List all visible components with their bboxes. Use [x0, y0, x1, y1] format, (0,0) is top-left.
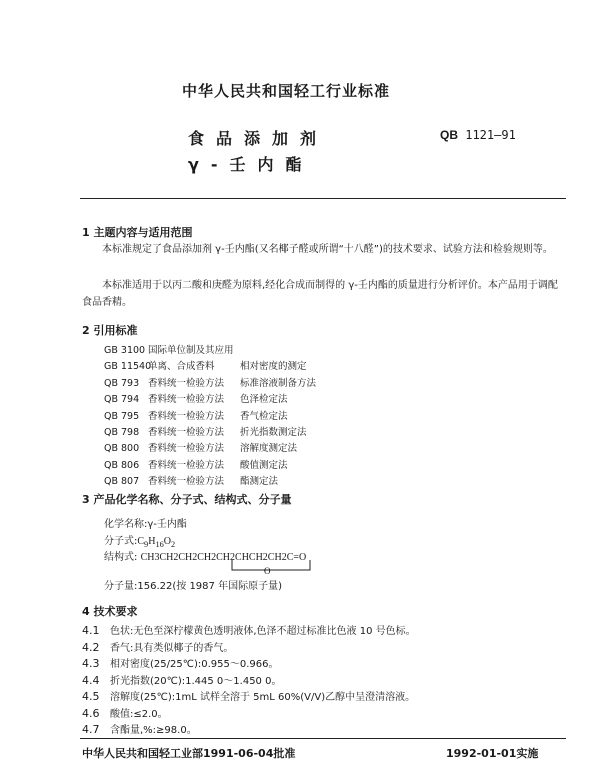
reference-a: 国际单位制及其应用 [148, 345, 234, 356]
standard-code [440, 128, 516, 142]
reference-code: QB 793 [104, 377, 140, 389]
ring-bond-line [232, 560, 310, 570]
title-line1: 食品添加剂 [188, 129, 329, 148]
requirement-text: 折光指数(20℃):1.445 0～1.450 0。 [110, 675, 282, 687]
reference-a: 香料统一检验方法 [148, 394, 225, 406]
reference-row [104, 473, 278, 487]
reference-row [104, 457, 288, 471]
requirement-number: 4.7 [82, 723, 100, 736]
reference-b: 标准溶液制备方法 [240, 377, 317, 389]
requirement-row [82, 705, 168, 720]
reference-row [104, 358, 307, 372]
effective-date: 1992-01-01实施 [446, 747, 539, 760]
section3-heading: 3 产品化学名称、分子式、结构式、分子量 [82, 493, 292, 506]
reference-b: 折光指数测定法 [240, 427, 307, 438]
section1-para2: 本标准适用于以丙二酸和庚醛为原料,经化合成而制得的 γ-壬内酯的质量进行分析评价。本产品用于调配食品香精。 [82, 280, 558, 308]
reference-code: QB 807 [104, 476, 140, 488]
reference-a: 香料统一检验方法 [148, 476, 225, 488]
reference-code: QB 800 [104, 443, 140, 455]
requirement-row [82, 721, 197, 736]
molecular-weight: 分子量:156.22(按 1987 年国际原子量) [104, 581, 282, 592]
requirement-number: 4.5 [82, 690, 100, 703]
requirement-number: 4.6 [82, 706, 100, 720]
reference-b: 酸值测定法 [240, 459, 288, 471]
reference-row [104, 342, 240, 356]
reference-code: QB 806 [104, 459, 140, 471]
structure-chain: CH3CH2CH2CH2CH2CHCH2CH2C=O [140, 552, 307, 563]
requirement-row [82, 655, 278, 670]
reference-code: QB 794 [104, 394, 140, 406]
header-divider [80, 198, 566, 199]
requirement-number: 4.2 [82, 640, 100, 654]
reference-a: 香料统一检验方法 [148, 410, 225, 422]
requirement-text: 溶解度(25℃):1mL 试样全溶于 5mL 60%(V/V)乙醇中呈澄清溶液。 [110, 692, 416, 703]
reference-b: 酯测定法 [240, 476, 279, 488]
reference-row [104, 375, 316, 389]
requirement-number: 4.1 [82, 624, 100, 637]
reference-row [104, 408, 288, 422]
reference-b: 相对密度的测定 [240, 361, 307, 373]
reference-row [104, 391, 288, 405]
requirement-row [82, 672, 281, 687]
section4-heading: 4 技术要求 [82, 605, 138, 618]
reference-a: 香料统一检验方法 [148, 443, 225, 455]
issuer-header: 中华人民共和国轻工行业标准 [182, 82, 391, 100]
reference-row [104, 424, 307, 438]
requirement-row [82, 639, 233, 654]
requirement-text: 色状:无色至深柠檬黄色透明液体,色泽不超过标准比色液 10 号色标。 [110, 626, 416, 637]
section2-heading: 2 引用标准 [82, 324, 138, 337]
chemical-name: 化学名称:γ-壬内酯 [104, 519, 187, 530]
footer-divider [80, 738, 566, 739]
requirement-text: 相对密度(25/25℃):0.955～0.966。 [110, 659, 279, 670]
reference-code: QB 798 [104, 427, 140, 438]
reference-a: 香料统一检验方法 [148, 377, 225, 389]
section1-heading: 1 主题内容与适用范围 [82, 226, 193, 239]
reference-b: 香气检定法 [240, 410, 288, 422]
reference-row [104, 440, 297, 454]
reference-a: 香料统一检验方法 [148, 459, 225, 471]
reference-b: 溶解度测定法 [240, 443, 298, 455]
reference-a: 单离、合成香料 [148, 361, 215, 373]
section1-para1: 本标准规定了食品添加剂 γ-壬内酯(又名椰子醛或所谓“十八醛”)的技术要求、试验方法和检验规则等。 [102, 244, 553, 255]
standard-prefix: QB [440, 128, 458, 142]
requirement-number: 4.3 [82, 657, 100, 670]
standard-number: 1121—91 [465, 128, 516, 142]
reference-b: 色泽检定法 [240, 394, 288, 406]
ring-oxygen-label: O [264, 566, 271, 576]
requirement-number: 4.4 [82, 673, 100, 687]
reference-code: QB 795 [104, 410, 140, 422]
requirement-text: 含酯量,%:≥98.0。 [110, 725, 197, 736]
requirement-row [82, 622, 416, 637]
requirement-row [82, 688, 415, 703]
molecular-formula: 分子式$:C_9H_{16}O_2$ [104, 536, 176, 549]
approval-note: 中华人民共和国轻工业部1991-06-04批准 [82, 747, 296, 760]
title-line2: γ-壬内酯 [188, 155, 314, 174]
reference-a: 香料统一检验方法 [148, 427, 225, 438]
reference-code: GB 11540 [104, 361, 152, 373]
requirement-text: 酸值:≤2.0。 [110, 708, 168, 720]
structural-formula: 结构式: CH3CH2CH2CH2CH2CHCH2CH2C=O [104, 552, 307, 563]
requirement-text: 香气:具有类似椰子的香气。 [110, 642, 234, 654]
reference-code: GB 3100 [104, 345, 146, 356]
